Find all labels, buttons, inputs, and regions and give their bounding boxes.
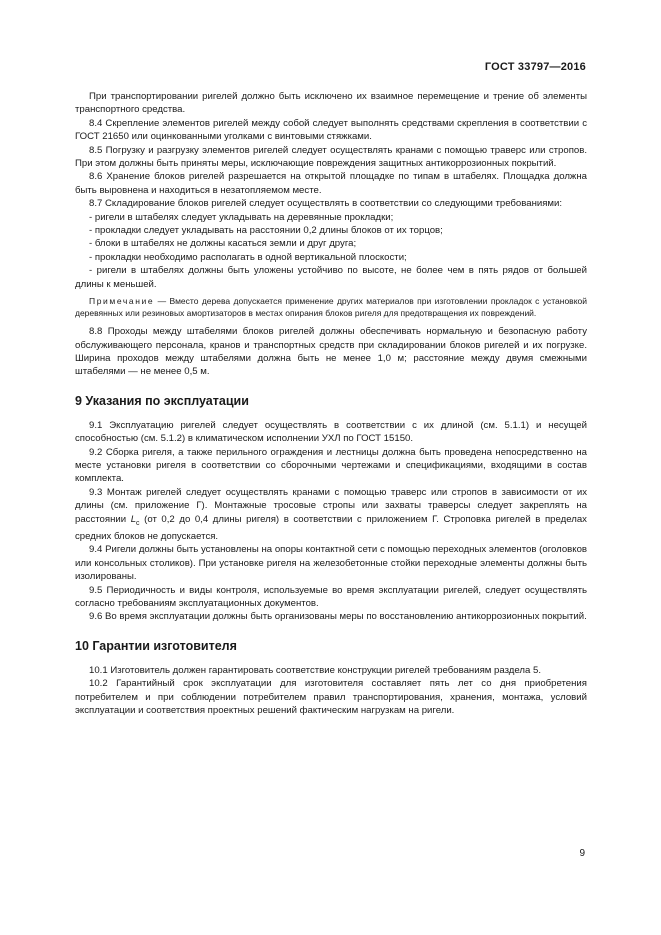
list-item: - ригели в штабелях должны быть уложены устойчиво по высоте, не более чем в пять рядов от большей длины к меньшей.: [75, 265, 587, 290]
paragraph-10-1: 10.1 Изготовитель должен гарантировать соответствие конструкции ригелей требованиям раздела 5.: [89, 664, 541, 676]
paragraph-10-2: 10.2 Гарантийный срок эксплуатации для изготовителя составляет пять лет со дня приобретения потребителем и при соблюдении потребителем правил транспортирования, хранения, монтажа, условий эксплуатации и соответствия проектных решений фактическим нагрузкам на ригели.: [75, 678, 587, 716]
paragraph: При транспортировании ригелей должно быть исключено их взаимное перемещение и трение об элементы транспортного средства.: [75, 91, 587, 116]
paragraph-8-7: 8.7 Складирование блоков ригелей следует осуществлять в соответствии со следующими требованиями:: [89, 198, 563, 210]
paragraph-9-5: 9.5 Периодичность и виды контроля, используемые во время эксплуатации ригелей, следует осуществлять согласно требованиям эксплуатационных документов.: [75, 584, 587, 609]
variable-l: L: [130, 513, 137, 525]
paragraph-9-3: [75, 486, 587, 544]
paragraph-8-8: 8.8 Проходы между штабелями блоков ригелей должны обеспечивать нормальную и безопасную работу обслуживающего персонала, кранов и транспортных средств при складировании блоков ригелей и их погрузке. Ширина проходов между штабелями должна быть не менее 1,0 м; расстояние между двумя смежными штабелями — не менее 0,5 м.: [75, 326, 587, 378]
paragraph-9-1: 9.1 Эксплуатацию ригелей следует осуществлять в соответствии с их длиной (см. 5.1.1) и несущей способностью (см. 5.1.2) в климатическом исполнении УХЛ по ГОСТ 15150.: [75, 419, 587, 445]
section-9-heading: 9 Указания по эксплуатации: [75, 393, 249, 408]
paragraph-9-6: 9.6 Во время эксплуатации должны быть организованы меры по восстановлению антикоррозионных покрытий.: [89, 611, 587, 623]
paragraph-9-2: 9.2 Сборка ригеля, а также перильного ограждения и лестницы должна быть проведена непосредственно на месте установки ригеля в соответствии со сборочными чертежами и спецификациями, входящими в состав комплекта.: [75, 446, 587, 485]
note-label: Примечание: [89, 296, 155, 307]
document-id: ГОСТ 33797—2016: [484, 61, 586, 73]
section-10-heading: 10 Гарантии изготовителя: [75, 638, 237, 653]
list-item: - блоки в штабелях не должны касаться земли и друг друга;: [89, 238, 357, 250]
list-item: - ригели в штабелях следует укладывать на деревянные прокладки;: [89, 211, 394, 223]
paragraph-9-4: 9.4 Ригели должны быть установлены на опоры контактной сети с помощью переходных элементов (оголовков или консольных столиков). При установке ригеля на железобетонные стойки переходные элементы должны быть изолированы.: [75, 544, 587, 583]
variable-subscript: c: [136, 519, 140, 527]
paragraph-8-4: 8.4 Скрепление элементов ригелей между собой следует выполнять средствами скрепления в соответствии с ГОСТ 21650 или оцинкованными уголками с винтовыми стяжками.: [75, 117, 587, 143]
page-number: 9: [579, 848, 585, 859]
note: [75, 295, 587, 319]
list-item: - прокладки необходимо располагать в одной вертикальной плоскости;: [89, 251, 407, 263]
note-text: — Вместо дерева допускается применение других материалов при изготовлении прокладок с установкой деревянных или резиновых амортизаторов в местах опирания блоков ригеля для предотвращения их повреждений.: [75, 296, 587, 319]
paragraph-8-5: 8.5 Погрузку и разгрузку элементов ригелей следует осуществлять кранами с помощью траверс или стропов. При этом должны быть приняты меры, исключающие повреждения защитных антикоррозионных покрытий.: [75, 144, 587, 170]
paragraph-9-3-part2: (от 0,2 до 0,4 длины ригеля) в соответствии с приложением Г. Строповка ригелей в пределах средних блоков не допускается.: [75, 513, 587, 542]
paragraph-9-3-part1: 9.3 Монтаж ригелей следует осуществлять кранами с помощью траверс или стропов в зависимости от их длины (см. приложение Г). Монтажные тросовые стропы или захваты траверсы следует закреплять на расстоянии: [75, 486, 587, 525]
paragraph-8-6: 8.6 Хранение блоков ригелей разрешается на открытой площадке по типам в штабелях. Площадка должна быть выровнена и находиться в незатопляемом месте.: [75, 171, 587, 196]
list-item: - прокладки следует укладывать на расстоянии 0,2 длины блоков от их торцов;: [89, 225, 443, 237]
page-content: [75, 90, 587, 717]
